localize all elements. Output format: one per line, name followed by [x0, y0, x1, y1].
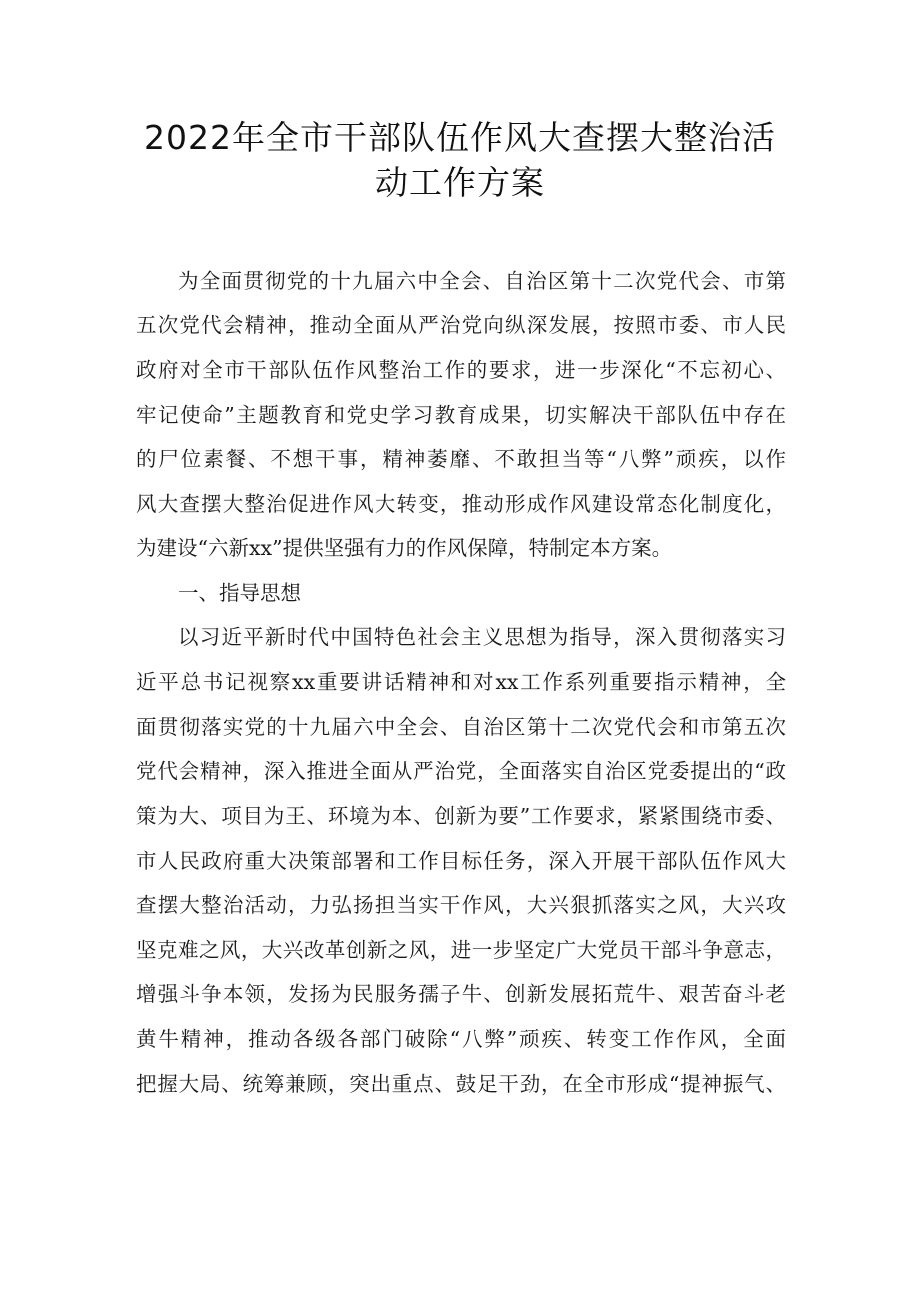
document-title-line-1: 2022年全市干部队伍作风大查摆大整治活 [144, 118, 776, 157]
paragraph-2-line: 增强斗争本领，发扬为民服务孺子牛、创新发展拓荒牛、艰苦奋斗老 [136, 982, 786, 1006]
paragraph-2-line: 市人民政府重大决策部署和工作目标任务，深入开展干部队伍作风大 [136, 849, 786, 873]
paragraph-1-line: 为全面贯彻党的十九届六中全会、自治区第十二次党代会、市第 [178, 269, 786, 293]
paragraph-1-line: 的尸位素餐、不想干事，精神萎靡、不敢担当等“八弊”顽疾，以作 [136, 447, 786, 471]
paragraph-2-line: 党代会精神，深入推进全面从严治党，全面落实自治区党委提出的“政 [136, 759, 786, 783]
paragraph-1-line: 牢记使命”主题教育和党史学习教育成果，切实解决干部队伍中存在 [136, 403, 786, 427]
paragraph-2-line: 以习近平新时代中国特色社会主义思想为指导，深入贯彻落实习 [178, 625, 786, 649]
paragraph-2-line: 把握大局、统筹兼顾，突出重点、鼓足干劲，在全市形成“提神振气、 [136, 1072, 786, 1096]
paragraph-2-line: 面贯彻落实党的十九届六中全会、自治区第十二次党代会和市第五次 [136, 715, 786, 739]
paragraph-2-line: 查摆大整治活动，力弘扬担当实干作风，大兴狠抓落实之风，大兴攻 [136, 893, 786, 917]
paragraph-2-line: 黄牛精神，推动各级各部门破除“八弊”顽疾、转变工作作风，全面 [136, 1027, 786, 1051]
paragraph-1-line: 为建设“六新xx”提供坚强有力的作风保障，特制定本方案。 [136, 536, 673, 560]
paragraph-2-line: 坚克难之风，大兴改革创新之风，进一步坚定广大党员干部斗争意志， [136, 938, 786, 962]
paragraph-2-line: 近平总书记视察xx重要讲话精神和对xx工作系列重要指示精神，全 [136, 670, 786, 694]
paragraph-1-line: 政府对全市干部队伍作风整治工作的要求，进一步深化“不忘初心、 [136, 358, 786, 382]
paragraph-1-line: 五次党代会精神，推动全面从严治党向纵深发展，按照市委、市人民 [136, 313, 786, 337]
paragraph-2-line: 策为大、项目为王、环境为本、创新为要”工作要求，紧紧围绕市委、 [136, 804, 786, 828]
document-title-line-2: 动工作方案 [375, 163, 545, 202]
paragraph-1-line: 风大查摆大整治促进作风大转变，推动形成作风建设常态化制度化， [136, 492, 786, 516]
section-heading: 一、指导思想 [178, 581, 301, 605]
